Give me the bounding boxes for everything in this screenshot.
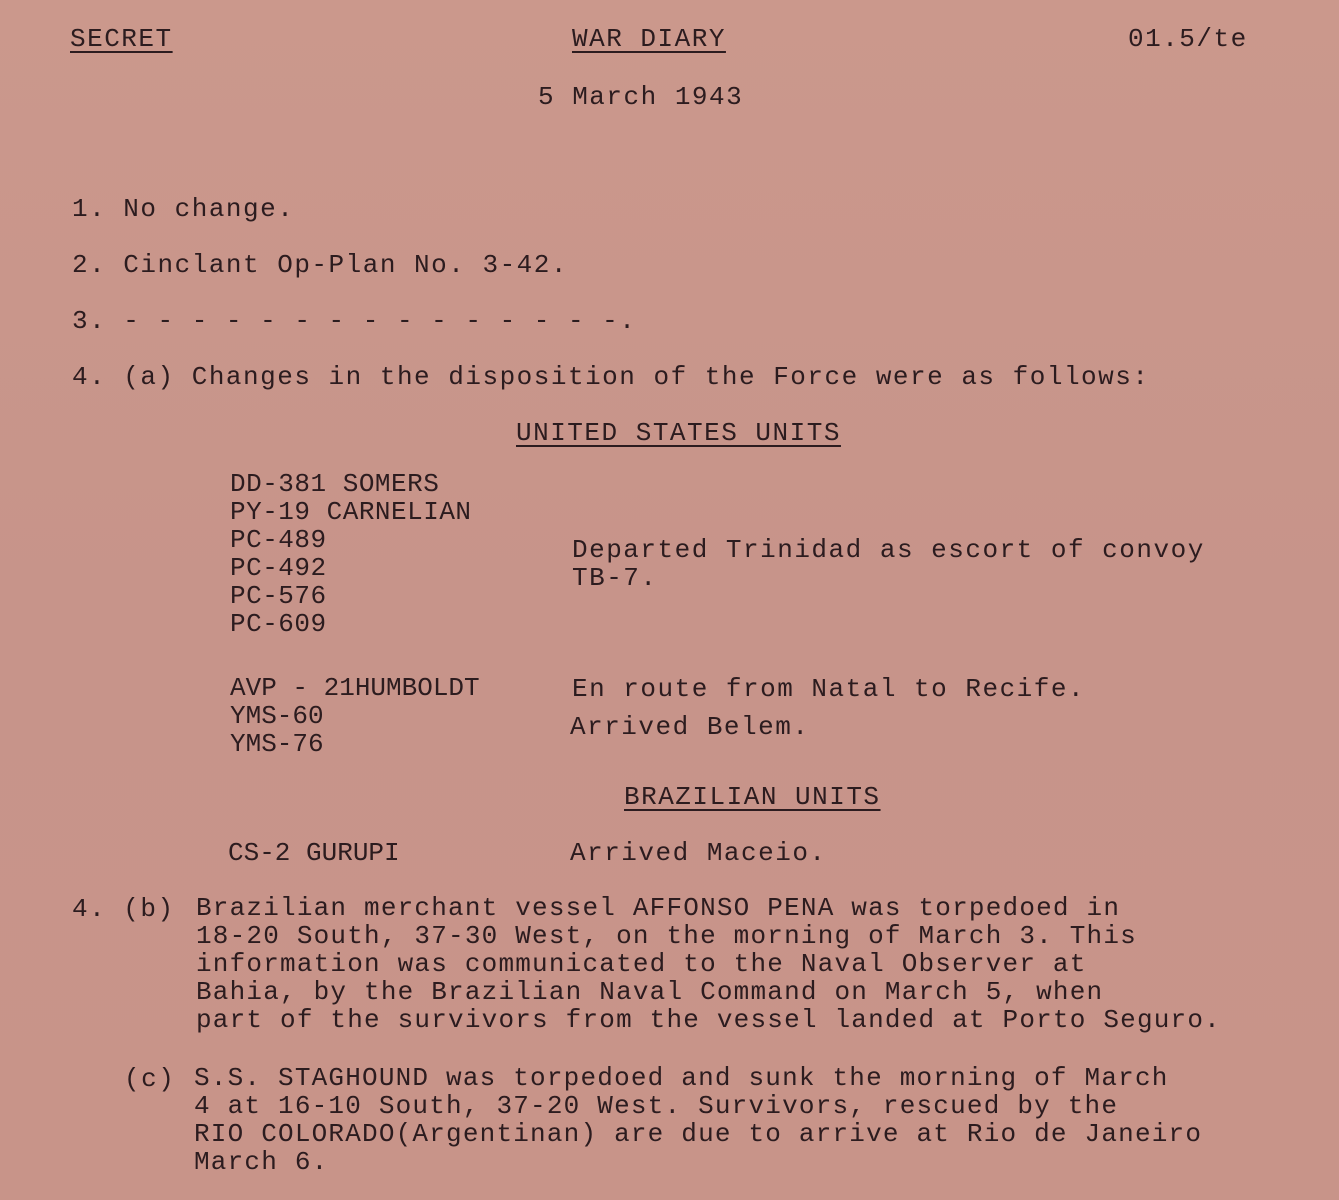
item-4a: 4. (a) Changes in the disposition of the Force were as follows: (72, 362, 1150, 392)
us-units-heading: UNITED STATES UNITS (516, 418, 841, 448)
brazilian-status: Arrived Maceio. (570, 838, 827, 868)
item-4c-text (194, 1064, 1202, 1176)
status-line: TB-7. (572, 563, 658, 593)
item-3: 3. - - - - - - - - - - - - - - -. (72, 306, 637, 336)
ship-entry: YMS-76 (230, 729, 324, 759)
text-line: 18-20 South, 37-30 West, on the morning of March 3. This (196, 921, 1137, 951)
classification-label: SECRET (70, 24, 173, 54)
item-4b-text (196, 894, 1221, 1034)
ship-entry: AVP - 21HUMBOLDT (230, 673, 480, 703)
ship-entry: PC-492 (230, 553, 327, 583)
document-title: WAR DIARY (572, 24, 726, 54)
us-group1-status (572, 536, 1205, 592)
text-line: information was communicated to the Naval Observer at (196, 949, 1087, 979)
us-group1-ships (230, 470, 472, 638)
text-line: Bahia, by the Brazilian Naval Command on March 5, when (196, 977, 1104, 1007)
text-line: March 6. (194, 1147, 329, 1177)
ship-entry: PC-609 (230, 609, 327, 639)
document-date: 5 March 1943 (538, 82, 744, 112)
brazilian-ship: CS-2 GURUPI (228, 838, 400, 868)
ship-entry: DD-381 SOMERS (230, 469, 440, 499)
status-line: Departed Trinidad as escort of convoy (572, 535, 1205, 565)
item-4c-label: (c) (124, 1064, 176, 1094)
text-line: 4 at 16-10 South, 37-20 West. Survivors, rescued by the (194, 1091, 1119, 1121)
text-line: part of the survivors from the vessel landed at Porto Seguro. (196, 1005, 1221, 1035)
ship-entry: PY-19 CARNELIAN (230, 497, 472, 527)
item-2: 2. Cinclant Op-Plan No. 3-42. (72, 250, 568, 280)
ship-entry: YMS-60 (230, 701, 324, 731)
ship-entry: PC-576 (230, 581, 327, 611)
item-4b-label: 4. (b) (72, 894, 175, 924)
item-1: 1. No change. (72, 194, 295, 224)
text-line: Brazilian merchant vessel AFFONSO PENA was torpedoed in (196, 893, 1121, 923)
us-group2-status-2: Arrived Belem. (570, 712, 810, 742)
ship-entry: PC-489 (230, 525, 327, 555)
text-line: S.S. STAGHOUND was torpedoed and sunk the morning of March (194, 1063, 1169, 1093)
text-line: RIO COLORADO(Argentinan) are due to arrive at Rio de Janeiro (194, 1119, 1203, 1149)
file-reference: 01.5/te (1128, 24, 1248, 54)
us-group2-status-1: En route from Natal to Recife. (572, 674, 1086, 704)
brazilian-units-heading: BRAZILIAN UNITS (624, 782, 881, 812)
us-group2-ships (230, 674, 480, 758)
